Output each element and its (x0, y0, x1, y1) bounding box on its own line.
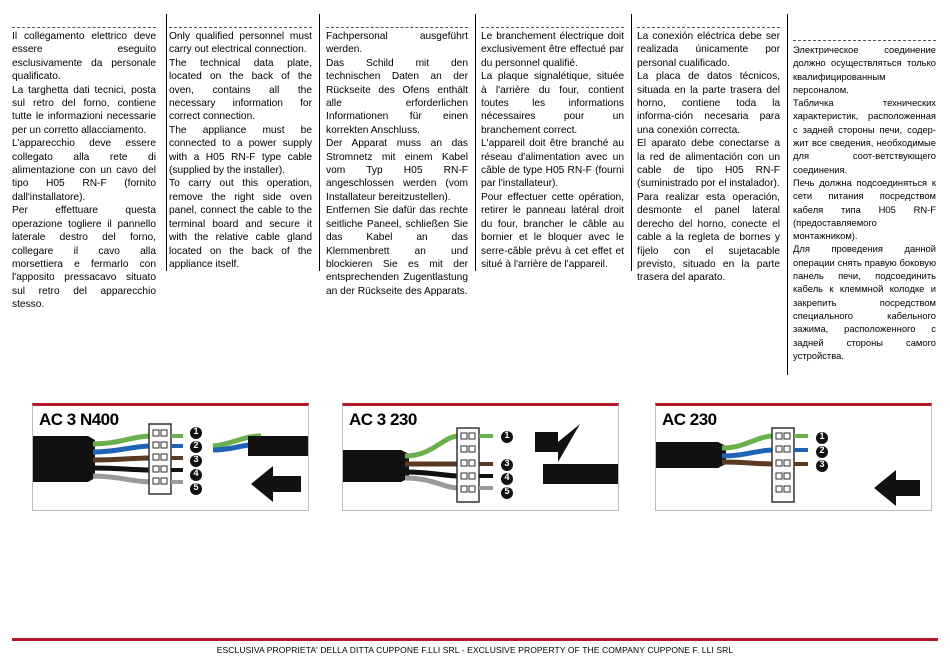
paragraph: Le branchement électrique doit exclusivement être effectué par du personnel qualifié. (481, 31, 624, 69)
terminal-number: 3 (193, 454, 199, 464)
paragraph: Pour effectuer cette opération, retirer le panneau latéral droit du four, brancher le câble au bornier et le bloquer avec le serre-câble prévu à cet effet et situé à l'arrière de l'appareil. (481, 191, 624, 270)
column-russian (793, 40, 936, 362)
paragraph: La placa de datos técnicos, situada en la parte trasera del horno, contiene toda la informa-ción necesaria para una conexión correcta. (637, 71, 780, 136)
terminal-number: 3 (819, 459, 825, 469)
dashed-rule (169, 27, 312, 28)
paragraph: Fachpersonal ausgeführt werden. (326, 31, 468, 56)
wiring-diagram-ac3n400 (32, 403, 309, 511)
dashed-rule (637, 27, 780, 28)
paragraph: The technical data plate, located on the back of the oven, contains all the necessary information for correct connection. (169, 57, 312, 123)
diagram-title: AC 230 (662, 410, 717, 429)
terminal-number: 4 (504, 472, 510, 482)
paragraph: Das Schild mit den technischen Daten an der Rückseite des Ofens enthält alle erforderlichen Informationen für einen korrekten Anschluss. (326, 57, 468, 136)
wiring-diagram-ac230 (655, 403, 932, 511)
paragraph: Para realizar esta operación, desmonte el panel lateral derecho del horno, conecte el cable a la regleta de bornes y fíjelo con el sujetacable previsto, situado en la parte trasera del aparato. (637, 191, 780, 284)
terminal-number: 5 (193, 482, 199, 492)
column-german (326, 27, 468, 298)
terminal-number: 1 (193, 426, 199, 436)
paragraph: L'appareil doit être branché au réseau d'alimentation avec un câble de type H05 RN-F (fourni par l'installateur). (481, 138, 624, 190)
column-separator (166, 14, 167, 271)
paragraph: El aparato debe conectarse a la red de alimentación con un cable de tipo H05 RN-F (suministrado por el instalador). (637, 138, 780, 190)
footer-text: ESCLUSIVA PROPRIETA' DELLA DITTA CUPPONE F.LLI SRL - EXCLUSIVE PROPERTY OF THE COMPANY CUPPONE F. LLI SRL (216, 645, 734, 655)
column-italian (12, 27, 156, 312)
dashed-rule (793, 40, 936, 41)
terminal-number: 2 (193, 440, 199, 450)
paragraph: La conexión eléctrica debe ser realizada únicamente por personal cualificado. (637, 31, 780, 69)
column-spanish (637, 27, 780, 285)
paragraph: Для проведения данной операции снять правую боковую панель печи, подсоединить кабель к клеммной колодке и закрепить посредством специального кабельного зажима, расположенного с задней стороны самого устройства. (793, 243, 936, 361)
column-separator (319, 14, 320, 271)
paragraph: To carry out this operation, remove the right side oven panel, connect the cable to the terminal board and secure it with the relative cable gland located on the back of the appliance itself. (169, 178, 312, 270)
paragraph: Электрическое соединение должно осуществляться только квалифицированным персоналом. (793, 44, 936, 95)
paragraph: L’apparecchio deve essere collegato alla rete di alimentazione con un cavo del tipo H05 RN-F (fornito dall'installatore). (12, 138, 156, 203)
paragraph: Per effettuare questa operazione togliere il pannello laterale destro del forno, collegare il cavo alla morsettiera e fermarlo con l'apposito pressacavo situato sul retro del apparecchio stesso. (12, 205, 156, 311)
column-separator (787, 14, 788, 375)
paragraph: Печь должна подсоединяться к сети питания посредством кабеля типа H05 RN-F (предоставляемого монтажником). (793, 176, 936, 242)
paragraph: La targhetta dati tecnici, posta sul retro del forno, contiene tutte le informazioni necessarie per un corretto allacciamento. (12, 84, 156, 136)
terminal-number: 4 (193, 468, 199, 478)
terminal-number: 5 (504, 486, 510, 496)
paragraph: Entfernen Sie dafür das rechte seitliche Paneel, schließen Sie das Kabel an das Klemmenbrett an und blockieren Sie es mit der entsprechenden Zugentlastung an der Rückseite des Apparats. (326, 205, 468, 297)
column-separator (475, 14, 476, 271)
dashed-rule (12, 27, 156, 28)
column-english (169, 27, 312, 271)
dashed-rule (326, 27, 468, 28)
footer-rule (12, 638, 938, 641)
terminal-number: 1 (504, 430, 510, 440)
diagram-title: AC 3 230 (349, 410, 417, 429)
paragraph: Der Apparat muss an das Stromnetz mit einem Kabel vom Typ H05 RN-F angeschlossen werden (vom Installateur bereitzustellen). (326, 138, 468, 203)
paragraph: Табличка технических характеристик, расположенная с задней стороны печи, содер-жит все сведения, необходимые для соот-ветствующего соединения. (793, 97, 936, 175)
paragraph: The appliance must be connected to a power supply with a H05 RN-F type cable (supplied by the installer). (169, 124, 312, 177)
column-separator (631, 14, 632, 271)
terminal-number: 2 (819, 445, 825, 455)
terminal-number: 1 (819, 431, 825, 441)
column-french (481, 27, 624, 271)
wiring-diagram-ac3230 (342, 403, 619, 511)
dashed-rule (481, 27, 624, 28)
diagram-title: AC 3 N400 (39, 410, 119, 429)
paragraph: Only qualified personnel must carry out electrical connection. (169, 31, 312, 56)
paragraph: Il collegamento elettrico deve essere eseguito esclusivamente da personale qualificato. (12, 31, 156, 83)
terminal-number: 3 (504, 458, 510, 468)
paragraph: La plaque signalétique, située à l'arrière du four, contient toutes les informations nécessaires pour un branchement correct. (481, 71, 624, 136)
